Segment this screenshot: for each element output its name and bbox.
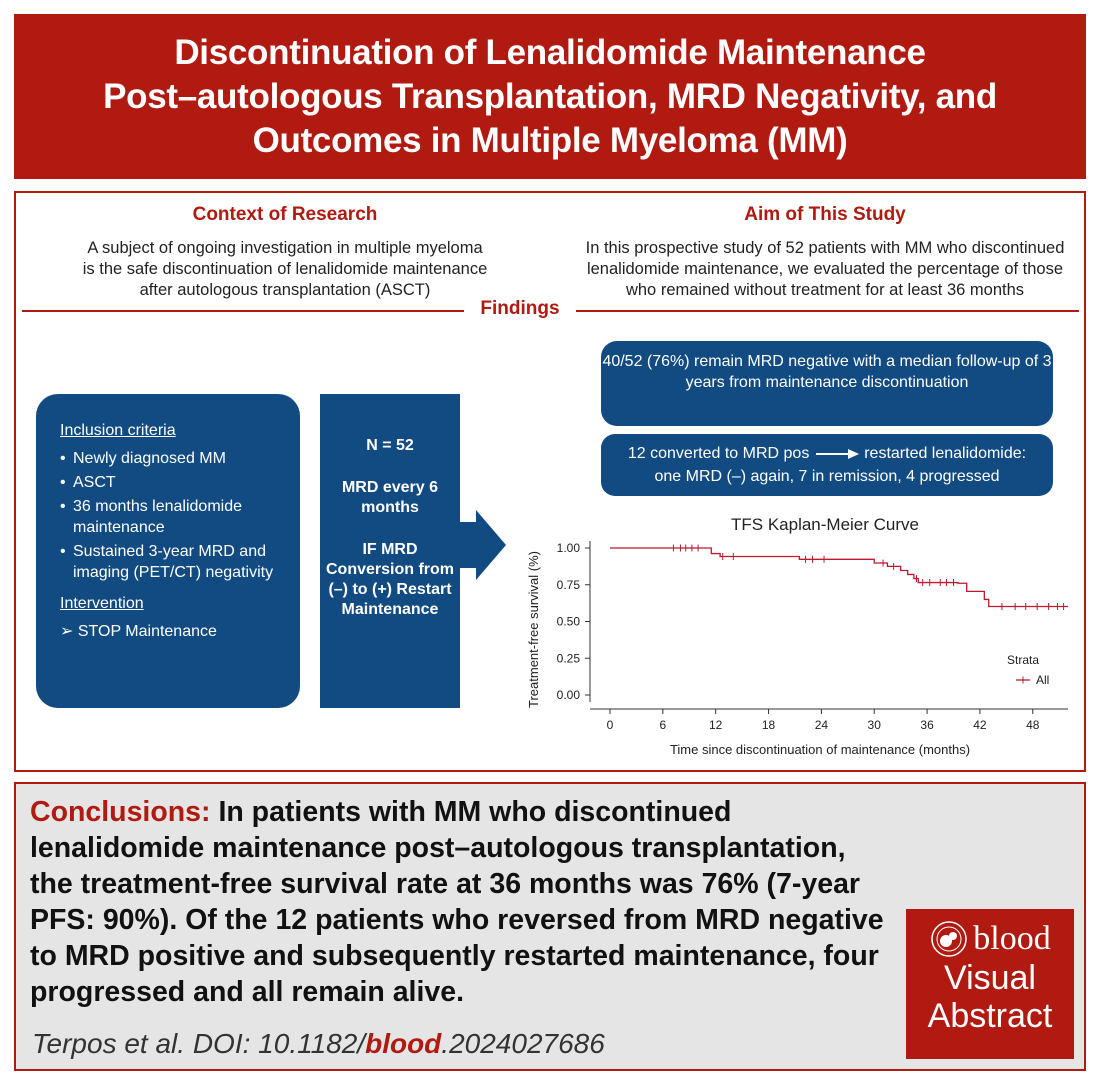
list-item: • Sustained 3-year MRD and imaging (PET/CT) negativity <box>60 541 293 583</box>
chart-title: TFS Kaplan-Meier Curve <box>730 515 920 534</box>
y-tick-label: 1.00 <box>556 541 580 555</box>
findings-title: Findings <box>480 298 560 319</box>
y-tick-label: 0.75 <box>556 577 580 592</box>
mrd-conversion-callout: 12 converted to MRD pos restarted lenalidomide: one MRD (–) again, 7 in remission, 4 progressed <box>601 434 1053 496</box>
inclusion-list <box>60 448 300 583</box>
list-item: • 36 months lenalidomide maintenance <box>60 496 293 538</box>
restart-rule: IF MRD Conversion from (–) to (+) Restart Maintenance <box>325 541 454 618</box>
title-line: Outcomes in Multiple Myeloma (MM) <box>252 120 848 160</box>
context-text: A subject of ongoing investigation in multiple myeloma is the safe discontinuation of lenalidomide maintenance after autologous transplantation (ASCT) <box>82 239 488 299</box>
km-chart-svg <box>520 510 1076 765</box>
intervention-title: Intervention <box>60 595 144 612</box>
x-tick-label: 0 <box>606 718 614 732</box>
x-tick-label: 48 <box>1026 718 1040 732</box>
conclusion-body: In patients with MM who discontinued lenalidomide maintenance post–autologous transplantation, the treatment-free survival rate at 36 months was 76% (7-year PFS: 90%). Of the 12 patients who reversed from MRD negative to MRD positive and subsequently restarted maintenance, four progressed and all remain alive. <box>30 796 884 1008</box>
y-tick-label: 0.25 <box>556 651 580 666</box>
x-axis-label: Time since discontinuation of maintenance (months) <box>669 742 971 757</box>
conclusion-text <box>30 794 890 1010</box>
inclusion-title: Inclusion criteria <box>60 422 176 439</box>
list-item: • Newly diagnosed MM <box>60 448 293 469</box>
findings-divider-left <box>22 310 464 312</box>
arrow-right-icon <box>458 510 508 580</box>
conclusion-panel <box>14 782 1086 1071</box>
mrd-frequency: MRD every 6 months <box>341 479 439 516</box>
x-tick-label: 42 <box>973 718 987 732</box>
y-axis-label: Treatment-free survival (%) <box>526 551 541 708</box>
criteria-card <box>36 394 300 708</box>
km-survival-line <box>610 548 1068 607</box>
arrow-right-icon <box>814 448 860 460</box>
mrd-negative-callout: 40/52 (76%) remain MRD negative with a median follow-up of 3 years from maintenance discontinuation <box>601 341 1053 426</box>
aim-text: In this prospective study of 52 patients with MM who discontinued lenalidomide maintenance, we evaluated the percentage of those who remained without treatment for at least 36 months <box>585 239 1065 299</box>
title-line: Discontinuation of Lenalidomide Maintenance <box>174 32 926 72</box>
x-tick-label: 6 <box>659 718 667 732</box>
legend-label: All <box>1036 673 1050 687</box>
list-item: • ASCT <box>60 472 293 493</box>
aim-title: Aim of This Study <box>744 204 906 225</box>
society-seal-icon <box>929 919 969 959</box>
y-tick-label: 0.00 <box>556 688 580 702</box>
logo-brand: blood <box>973 920 1051 957</box>
logo-line: Abstract <box>927 997 1053 1035</box>
legend-title: Strata <box>1007 653 1040 667</box>
context-title: Context of Research <box>192 204 378 225</box>
x-tick-label: 18 <box>761 718 776 732</box>
study-design-card <box>320 394 460 708</box>
x-tick-label: 12 <box>709 718 723 732</box>
title-banner <box>14 14 1086 179</box>
journal-logo <box>906 909 1074 1059</box>
title-line: Post–autologous Transplantation, MRD Negativity, and <box>103 76 997 116</box>
x-tick-label: 30 <box>867 718 881 732</box>
y-tick-label: 0.50 <box>556 614 580 629</box>
findings-divider-right <box>576 310 1079 312</box>
conclusion-label: Conclusions: <box>30 796 211 828</box>
intervention-text: ➢ STOP Maintenance <box>60 623 217 640</box>
logo-line: Visual <box>944 959 1036 997</box>
page-title <box>103 31 997 163</box>
citation: Terpos et al. DOI: 10.1182/blood.2024027686 <box>32 1028 605 1059</box>
km-chart <box>520 510 1076 765</box>
x-tick-label: 36 <box>920 718 934 732</box>
x-tick-label: 24 <box>814 718 829 732</box>
sample-size: N = 52 <box>366 437 414 454</box>
